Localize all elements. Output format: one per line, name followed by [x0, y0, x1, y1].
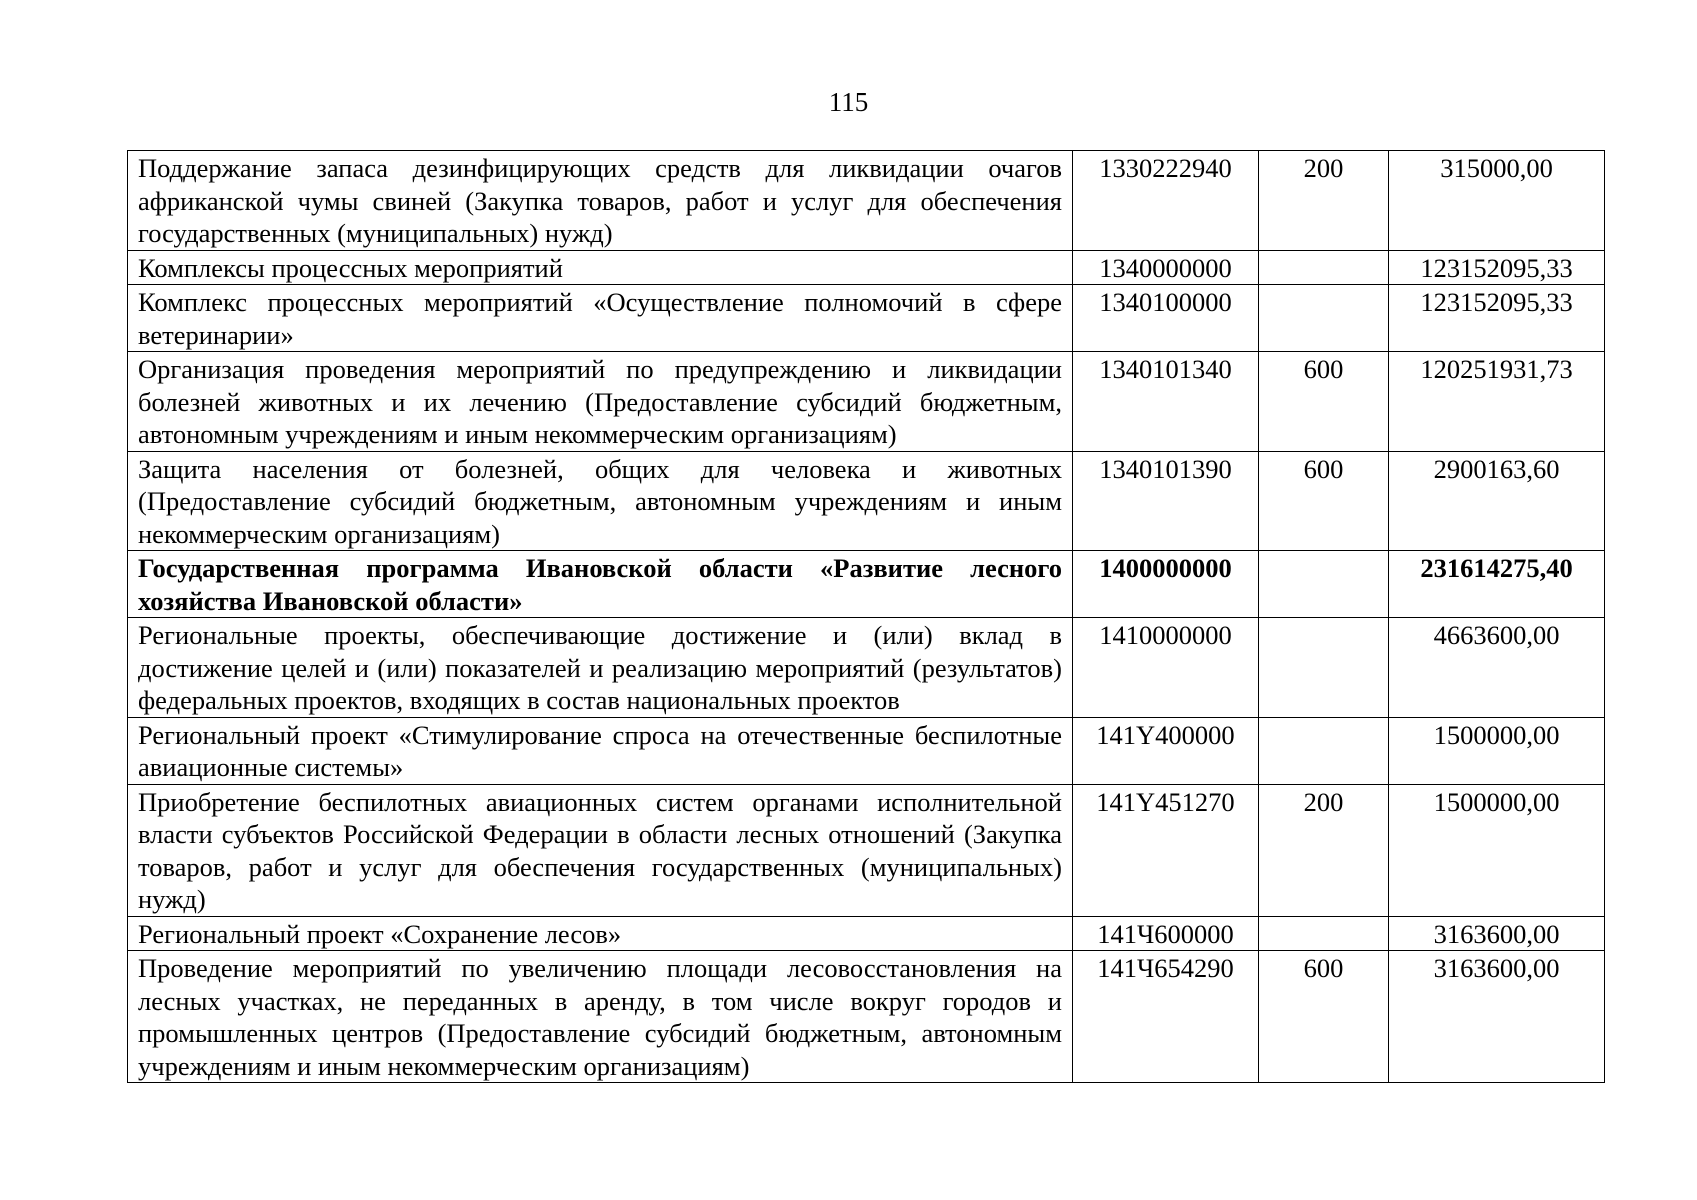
table-row — [128, 618, 1605, 718]
budget-table-body — [128, 151, 1605, 1083]
row-code-cell: 141Y451270 — [1073, 784, 1259, 916]
row-type-cell: 600 — [1259, 352, 1389, 452]
row-name-cell: Приобретение беспилотных авиационных систем органами исполнительной власти субъектов Российской Федерации в области лесных отношений (Закупка товаров, работ и услуг для обеспечения государственных (муниципальных) нужд) — [128, 784, 1073, 916]
row-name-cell: Региональный проект «Сохранение лесов» — [128, 916, 1073, 951]
page-number: 115 — [828, 87, 869, 117]
table-row — [128, 916, 1605, 951]
row-name-cell: Комплекс процессных мероприятий «Осуществление полномочий в сфере ветеринарии» — [128, 285, 1073, 352]
row-type-cell — [1259, 916, 1389, 951]
row-amount-cell: 123152095,33 — [1389, 250, 1605, 285]
budget-table — [127, 150, 1605, 1083]
row-name-cell: Организация проведения мероприятий по предупреждению и ликвидации болезней животных и их лечению (Предоставление субсидий бюджетным, автономным учреждениям и иным некоммерческим организациям) — [128, 352, 1073, 452]
row-name-cell: Комплексы процессных мероприятий — [128, 250, 1073, 285]
row-type-cell — [1259, 618, 1389, 718]
row-type-cell: 200 — [1259, 784, 1389, 916]
table-row — [128, 352, 1605, 452]
row-code-cell: 1340100000 — [1073, 285, 1259, 352]
row-type-cell: 600 — [1259, 951, 1389, 1083]
row-amount-cell: 3163600,00 — [1389, 916, 1605, 951]
row-code-cell: 1400000000 — [1073, 551, 1259, 618]
row-code-cell: 141Ч654290 — [1073, 951, 1259, 1083]
row-amount-cell: 1500000,00 — [1389, 784, 1605, 916]
row-name-cell: Поддержание запаса дезинфицирующих средств для ликвидации очагов африканской чумы свиней (Закупка товаров, работ и услуг для обеспечения государственных (муниципальных) нужд) — [128, 151, 1073, 251]
row-type-cell: 600 — [1259, 451, 1389, 551]
row-type-cell — [1259, 717, 1389, 784]
row-type-cell — [1259, 250, 1389, 285]
row-code-cell: 1330222940 — [1073, 151, 1259, 251]
table-row — [128, 551, 1605, 618]
row-type-cell — [1259, 285, 1389, 352]
table-row — [128, 285, 1605, 352]
row-code-cell: 1340101390 — [1073, 451, 1259, 551]
row-amount-cell: 231614275,40 — [1389, 551, 1605, 618]
table-row — [128, 451, 1605, 551]
row-name-cell: Проведение мероприятий по увеличению площади лесовосстановления на лесных участках, не переданных в аренду, в том числе вокруг городов и промышленных центров (Предоставление субсидий бюджетным, автономным учреждениям и иным некоммерческим организациям) — [128, 951, 1073, 1083]
table-row — [128, 717, 1605, 784]
row-name-cell: Региональный проект «Стимулирование спроса на отечественные беспилотные авиационные системы» — [128, 717, 1073, 784]
table-row — [128, 951, 1605, 1083]
row-amount-cell: 123152095,33 — [1389, 285, 1605, 352]
row-amount-cell: 315000,00 — [1389, 151, 1605, 251]
row-code-cell: 141Y400000 — [1073, 717, 1259, 784]
row-code-cell: 141Ч600000 — [1073, 916, 1259, 951]
row-code-cell: 1410000000 — [1073, 618, 1259, 718]
row-amount-cell: 1500000,00 — [1389, 717, 1605, 784]
table-row — [128, 151, 1605, 251]
row-code-cell: 1340101340 — [1073, 352, 1259, 452]
table-row — [128, 250, 1605, 285]
row-type-cell: 200 — [1259, 151, 1389, 251]
row-amount-cell: 4663600,00 — [1389, 618, 1605, 718]
row-code-cell: 1340000000 — [1073, 250, 1259, 285]
row-name-cell: Государственная программа Ивановской области «Развитие лесного хозяйства Ивановской области» — [128, 551, 1073, 618]
row-amount-cell: 120251931,73 — [1389, 352, 1605, 452]
row-name-cell: Региональные проекты, обеспечивающие достижение и (или) вклад в достижение целей и (или) показателей и реализацию мероприятий (результатов) федеральных проектов, входящих в состав национальных проектов — [128, 618, 1073, 718]
row-type-cell — [1259, 551, 1389, 618]
row-amount-cell: 2900163,60 — [1389, 451, 1605, 551]
row-name-cell: Защита населения от болезней, общих для человека и животных (Предоставление субсидий бюджетным, автономным учреждениям и иным некоммерческим организациям) — [128, 451, 1073, 551]
row-amount-cell: 3163600,00 — [1389, 951, 1605, 1083]
table-row — [128, 784, 1605, 916]
